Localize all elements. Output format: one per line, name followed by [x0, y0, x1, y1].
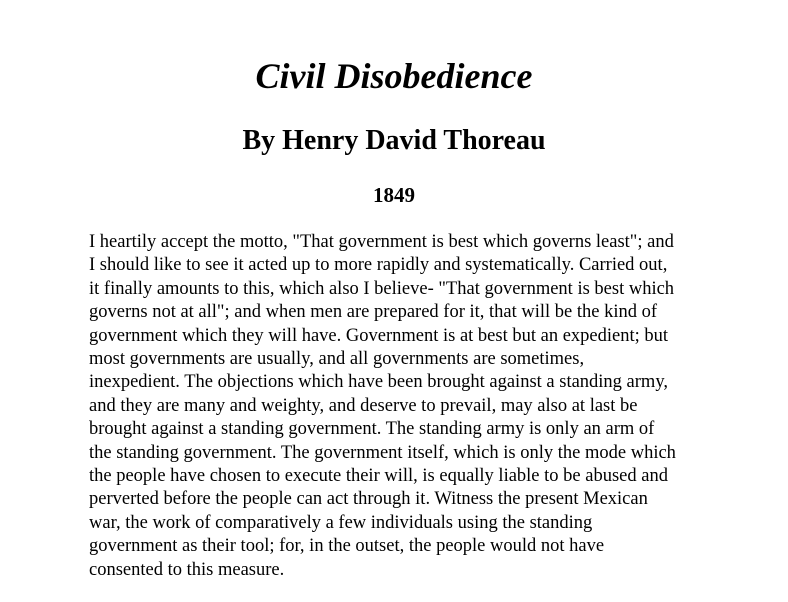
body-paragraph — [89, 231, 729, 582]
paragraph-line: government which they will have. Government is at best but an expedient; but — [89, 325, 669, 346]
paragraph-line: the people have chosen to execute their will, is equally liable to be abused and — [89, 466, 668, 487]
document-author: By Henry David Thoreau — [242, 125, 546, 156]
paragraph-line: I heartily accept the motto, "That government is best which governs least"; and — [89, 232, 674, 252]
paragraph-line: government as their tool; for, in the outset, the people would not have — [89, 536, 605, 557]
paragraph-line: consented to this measure. — [89, 559, 285, 580]
paragraph-line: inexpedient. The objections which have been brought against a standing army, — [89, 372, 668, 393]
paragraph-line: most governments are usually, and all governments are sometimes, — [89, 349, 585, 370]
paragraph-line: I should like to see it acted up to more rapidly and systematically. Carried out, — [89, 255, 668, 276]
document-title: Civil Disobedience — [255, 56, 533, 96]
paragraph-line: the standing government. The government itself, which is only the mode which — [89, 442, 676, 463]
paragraph-line: governs not at all"; and when men are prepared for it, that will be the kind of — [89, 302, 658, 323]
paragraph-line: war, the work of comparatively a few individuals using the standing — [89, 512, 593, 533]
paragraph-line: perverted before the people can act through it. Witness the present Mexican — [89, 489, 648, 510]
document-year: 1849 — [373, 183, 415, 207]
paragraph-line: it finally amounts to this, which also I believe- "That government is best which — [89, 278, 675, 299]
paragraph-line: and they are many and weighty, and deserve to prevail, may also at last be — [89, 395, 638, 416]
paragraph-line: brought against a standing government. The standing army is only an arm of — [89, 419, 655, 440]
